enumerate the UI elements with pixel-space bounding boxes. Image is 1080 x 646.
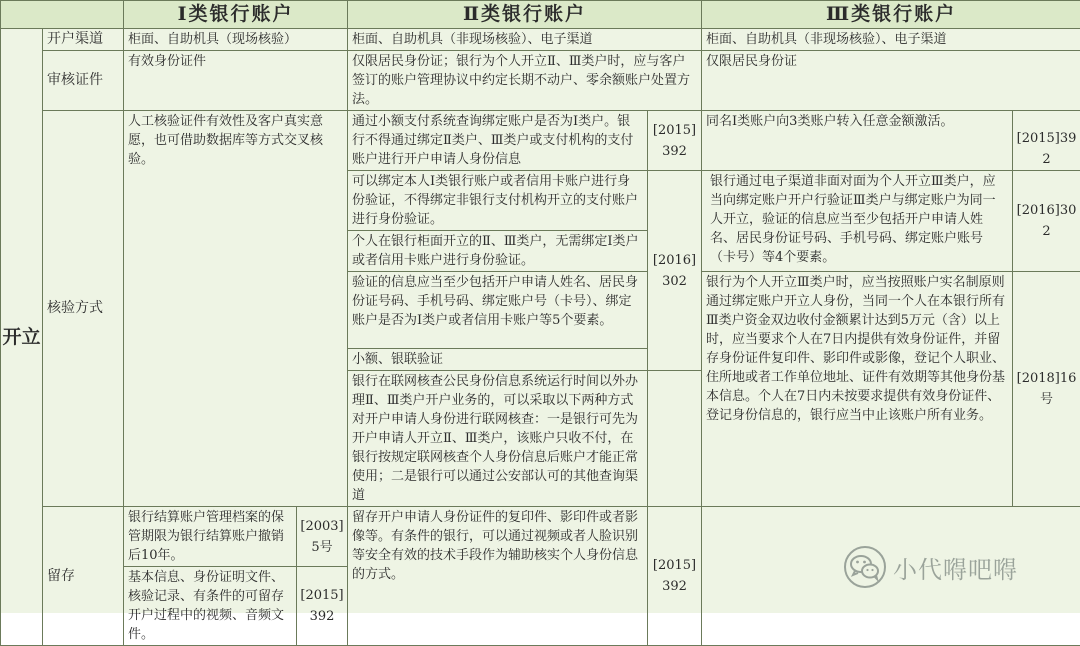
header-class3: Ⅲ类银行账户 <box>702 1 1080 29</box>
label-retain: 留存 <box>43 507 124 646</box>
row-verify-1 <box>1 111 1080 171</box>
header-row <box>1 1 1080 29</box>
verify-class3-ref-2018: [2018]16号 <box>1013 272 1080 507</box>
retain-class1-ref-2003: [2003]5号 <box>297 507 348 567</box>
verify-class2-counter-opened: 个人在银行柜面开立的Ⅱ、Ⅲ类户，无需绑定Ⅰ类户或者信用卡账户进行身份验证。 <box>348 231 648 272</box>
watermark-text: 小代嘚吧嘚 <box>893 550 1018 585</box>
verify-class2-five-elements: 验证的信息应当至少包括开户申请人姓名、居民身份证号码、手机号码、绑定账户号（卡号）、绑定账户是否为Ⅰ类户或者信用卡账户等5个要素。 <box>348 272 648 349</box>
section-label-open: 开立 <box>1 29 43 646</box>
header-class1: Ⅰ类银行账户 <box>124 1 348 29</box>
retain-class1-ref-2015: [2015]392 <box>297 567 348 646</box>
row-documents <box>1 51 1080 111</box>
wechat-icon <box>843 545 887 589</box>
verify-class3-activation: 同名Ⅰ类账户向3类账户转入任意金额激活。 <box>702 111 1013 171</box>
label-channel: 开户渠道 <box>43 29 124 51</box>
row-channel <box>1 29 1080 51</box>
watermark <box>843 545 1018 589</box>
retain-class1-archive-period: 银行结算账户管理档案的保管期限为银行结算账户撤销后10年。 <box>124 507 297 567</box>
retain-class2-ref-2015: [2015]392 <box>648 507 702 646</box>
channel-class2: 柜面、自助机具（非现场核验）、电子渠道 <box>348 29 702 51</box>
verify-class2-bound-account-check: 通过小额支付系统查询绑定账户是否为Ⅰ类户。银行不得通过绑定Ⅱ类户、Ⅲ类户或支付机构的支付账户进行开户申请人身份信息 <box>348 111 648 171</box>
verify-class2-ref-empty <box>648 371 702 507</box>
verify-class3-ref-2016: [2016]302 <box>1013 171 1080 272</box>
verify-class1: 人工核验证件有效性及客户真实意愿，也可借助数据库等方式交叉核验。 <box>124 111 348 507</box>
verify-class3-electronic-channel: 银行通过电子渠道非面对面为个人开立Ⅲ类户，应当向绑定账户开户行验证Ⅲ类户与绑定账户为同一人开立，验证的信息应当至少包括开户申请人姓名、居民身份证号码、手机号码、绑定账户账号（卡号）等4个要素。 <box>702 171 1013 272</box>
documents-class3: 仅限居民身份证 <box>702 51 1080 111</box>
verify-class2-small-amount: 小额、银联验证 <box>348 349 648 371</box>
verify-class2-bind-own-account: 可以绑定本人Ⅰ类银行账户或者信用卡账户进行身份验证，不得绑定非银行支付机构开立的支付账户进行身份验证。 <box>348 171 648 231</box>
verify-class2-offline-check: 银行在联网核查公民身份信息系统运行时间以外办理Ⅱ、Ⅲ类户开户业务的，可以采取以下两种方式对开户申请人身份进行联网核查：一是银行可先为开户申请人开立Ⅱ、Ⅲ类户，该账户只收不付，在银行按规定联网核查个人身份信息后账户才能正常使用；二是银行可以通过公安部认可的其他查询渠道 <box>348 371 648 507</box>
verify-class2-ref-2016: [2016]302 <box>648 171 702 371</box>
verify-class3-ref-2015: [2015]392 <box>1013 111 1080 171</box>
retain-class2: 留存开户申请人身份证件的复印件、影印件或者影像等。有条件的银行，可以通过视频或者人脸识别等安全有效的技术手段作为辅助核实个人身份信息的方式。 <box>348 507 648 646</box>
channel-class1: 柜面、自助机具（现场核验） <box>124 29 348 51</box>
documents-class2: 仅限居民身份证；银行为个人开立Ⅱ、Ⅲ类户时，应与客户签订的账户管理协议中约定长期不动户、零余额账户处置方法。 <box>348 51 702 111</box>
verify-class2-ref-2015: [2015]392 <box>648 111 702 171</box>
label-documents: 审核证件 <box>43 51 124 111</box>
verify-class3-real-name: 银行为个人开立Ⅲ类户时，应当按照账户实名制原则通过绑定账户开立人身份，当同一个人在本银行所有Ⅲ类户资金双边收付金额累计达到5万元（含）以上时，应当要求个人在7日内提供有效身份证件，并留存身份证件复印件、影印件或影像，登记个人职业、住所地或者工作单位地址、证件有效期等其他身份基本信息。个人在7日内未按要求提供有效身份证件、登记身份信息的，银行应当中止该账户所有业务。 <box>702 272 1013 507</box>
label-verify: 核验方式 <box>43 111 124 507</box>
channel-class3: 柜面、自助机具（非现场核验）、电子渠道 <box>702 29 1080 51</box>
documents-class1: 有效身份证件 <box>124 51 348 111</box>
retain-class1-basic-info: 基本信息、身份证明文件、核验记录、有条件的可留存开户过程中的视频、音频文件。 <box>124 567 297 646</box>
header-corner <box>1 1 124 29</box>
header-class2: Ⅱ类银行账户 <box>348 1 702 29</box>
